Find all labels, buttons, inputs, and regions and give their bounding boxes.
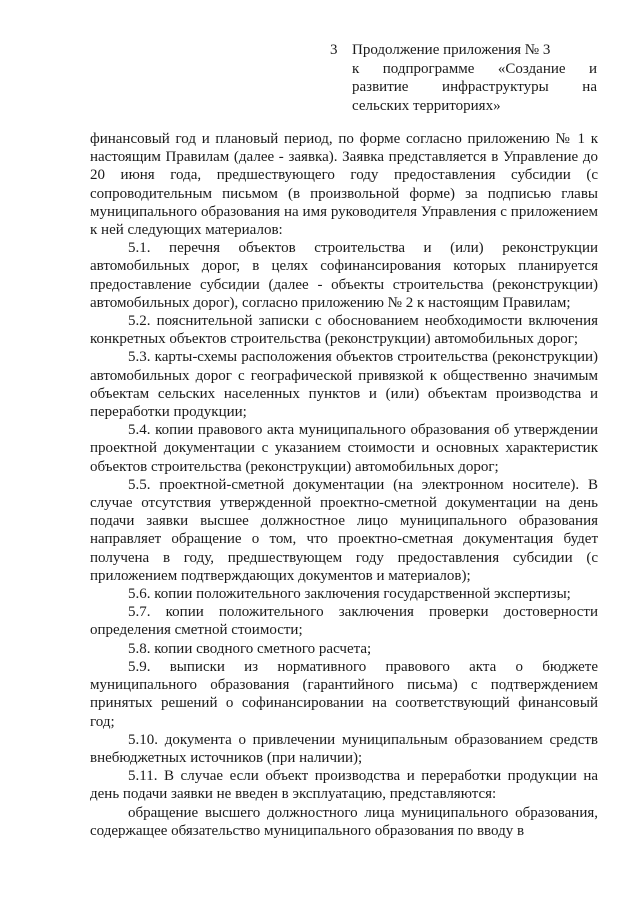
page-number: 3 <box>330 42 338 58</box>
paragraph-5-9: 5.9. выписки из нормативного правового акта о бюджете муниципального образования (гарантийного письма) с подтверждением принятых решений о софинансировании на соответствующий финансовый год; <box>90 658 598 730</box>
paragraph-5-11: 5.11. В случае если объект производства и переработки продукции на день подачи заявки не введен в эксплуатацию, представляются: <box>90 768 598 803</box>
paragraph-appeal: обращение высшего должностного лица муниципального образования, содержащее обязательство муниципального образования по вводу в <box>90 804 598 839</box>
paragraph-5-10: 5.10. документа о привлечении муниципальным образованием средств внебюджетных источников (при наличии); <box>90 731 598 766</box>
paragraph-5-1: 5.1. перечня объектов строительства и (или) реконструкции автомобильных дорог, в целях софинансирования которых планируется предоставление субсидии (далее - объекты строительства (реконструкции) автомобильных дорог), согласно приложению № 2 к настоящим Правилам; <box>90 240 598 311</box>
paragraph-continuation: финансовый год и плановый период, по форме согласно приложению № 1 к настоящим Правилам (далее - заявка). Заявка представляется в Управление до 20 июня года, предшествующего году предоставления субсидии (с сопроводительным письмом (в произвольной форме) за подписью главы муниципального образования на имя руководителя Управления с приложением к ней следующих материалов: <box>90 131 598 239</box>
paragraph-5-2: 5.2. пояснительной записки с обоснованием необходимости включения конкретных объектов строительства (реконструкции) автомобильных дорог; <box>90 313 598 348</box>
paragraph-5-5: 5.5. проектной-сметной документации (на электронном носителе). В случае отсутствия утвержденной проектно-сметной документации на день подачи заявки высшее должностное лицо муниципального образования направляет обращение о том, что проектно-сметная документация будет получена в году, предшествующем году предоставления субсидии (с приложением подтверждающих документов и материалов); <box>90 476 598 584</box>
header-line-3: развитие инфраструктуры на <box>352 79 597 95</box>
paragraph-5-3: 5.3. карты-схемы расположения объектов строительства (реконструкции) автомобильных дорог с географической привязкой к общественно значимым объектам сельских населенных пунктов и (или) объектам производства и переработки продукции; <box>90 349 598 421</box>
paragraph-5-7: 5.7. копии положительного заключения проверки достоверности определения сметной стоимости; <box>90 604 598 639</box>
header-line-2: к подпрограмме «Создание и <box>352 60 597 77</box>
header-line-1: Продолжение приложения № 3 <box>352 42 551 58</box>
paragraph-5-6: 5.6. копии положительного заключения государственной экспертизы; <box>128 586 571 603</box>
paragraph-5-4: 5.4. копии правового акта муниципального образования об утверждении проектной документации с указанием стоимости и основных характеристик объектов строительства (реконструкции) автомобильных дорог; <box>90 422 598 475</box>
document-body <box>90 130 598 840</box>
paragraph-5-8: 5.8. копии сводного сметного расчета; <box>128 640 372 657</box>
header-line-4: сельских территориях» <box>352 97 501 114</box>
appendix-header <box>352 41 597 115</box>
